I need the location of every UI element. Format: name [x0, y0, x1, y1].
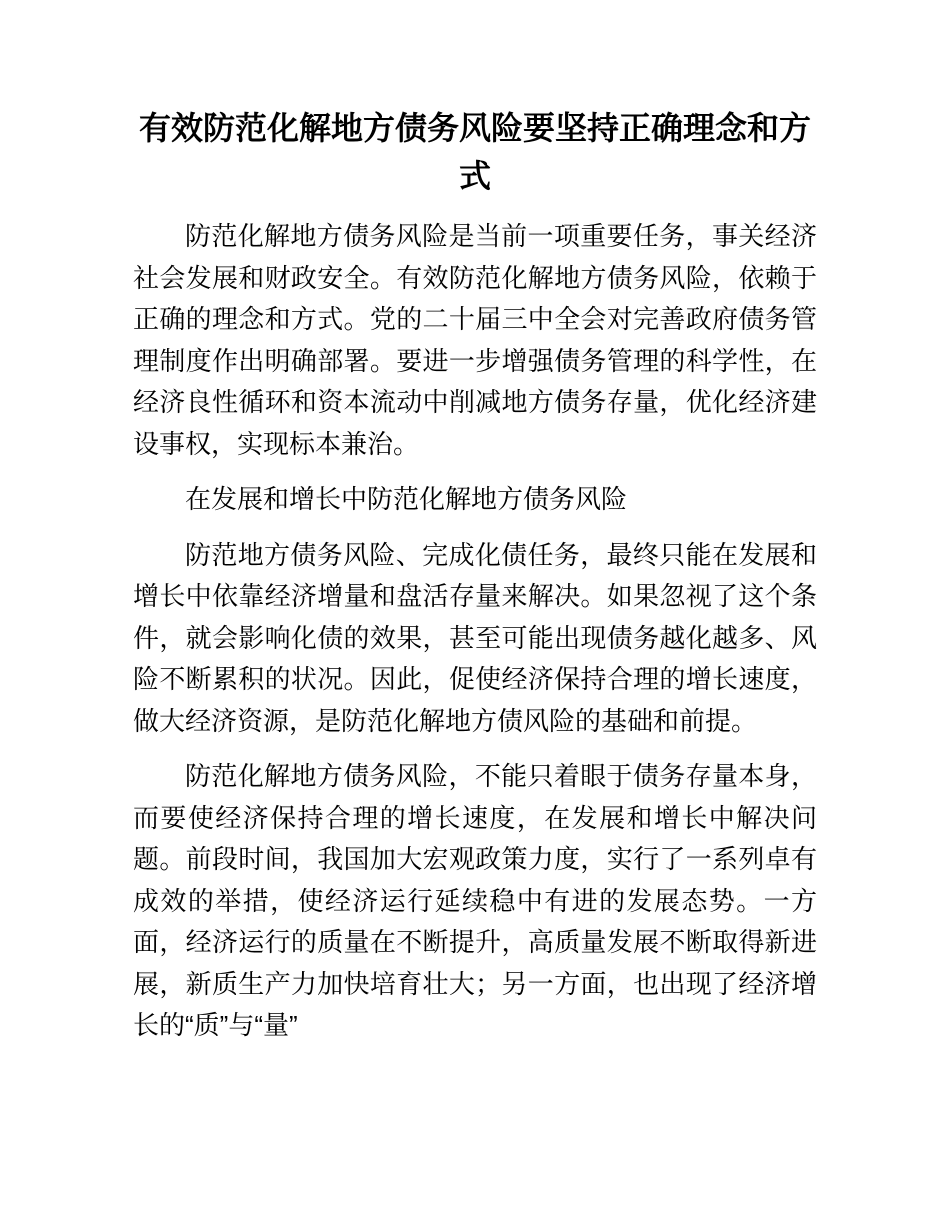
body-paragraph-1: 防范化解地方债务风险是当前一项重要任务，事关经济社会发展和财政安全。有效防范化解地方债务风险，依赖于正确的理念和方式。党的二十届三中全会对完善政府债务管理制度作出明确部署。要进一步增强债务管理的科学性，在经济良性循环和资本流动中削减地方债务存量，优化经济建设事权，实现标本兼治。: [133, 221, 817, 459]
document-content: [133, 104, 817, 1047]
document-title: 有效防范化解地方债务风险要坚持正确理念和方式: [138, 110, 811, 194]
body-paragraph-3: 防范化解地方债务风险，不能只着眼于债务存量本身，而要使经济保持合理的增长速度，在发展和增长中解决问题。前段时间，我国加大宏观政策力度，实行了一系列卓有成效的举措，使经济运行延续稳中有进的发展态势。一方面，经济运行的质量在不断提升，高质量发展不断取得新进展，新质生产力加快培育壮大；另一方面，也出现了经济增长的“质”与“量”: [133, 761, 817, 1040]
body-paragraph-2: 防范地方债务风险、完成化债任务，最终只能在发展和增长中依靠经济增量和盘活存量来解决。如果忽视了这个条件，就会影响化债的效果，甚至可能出现债务越化越多、风险不断累积的状况。因此，促使经济保持合理的增长速度，做大经济资源，是防范化解地方债风险的基础和前提。: [133, 539, 817, 736]
section-subheading-1: 在发展和增长中防范化解地方债务风险: [185, 484, 628, 514]
